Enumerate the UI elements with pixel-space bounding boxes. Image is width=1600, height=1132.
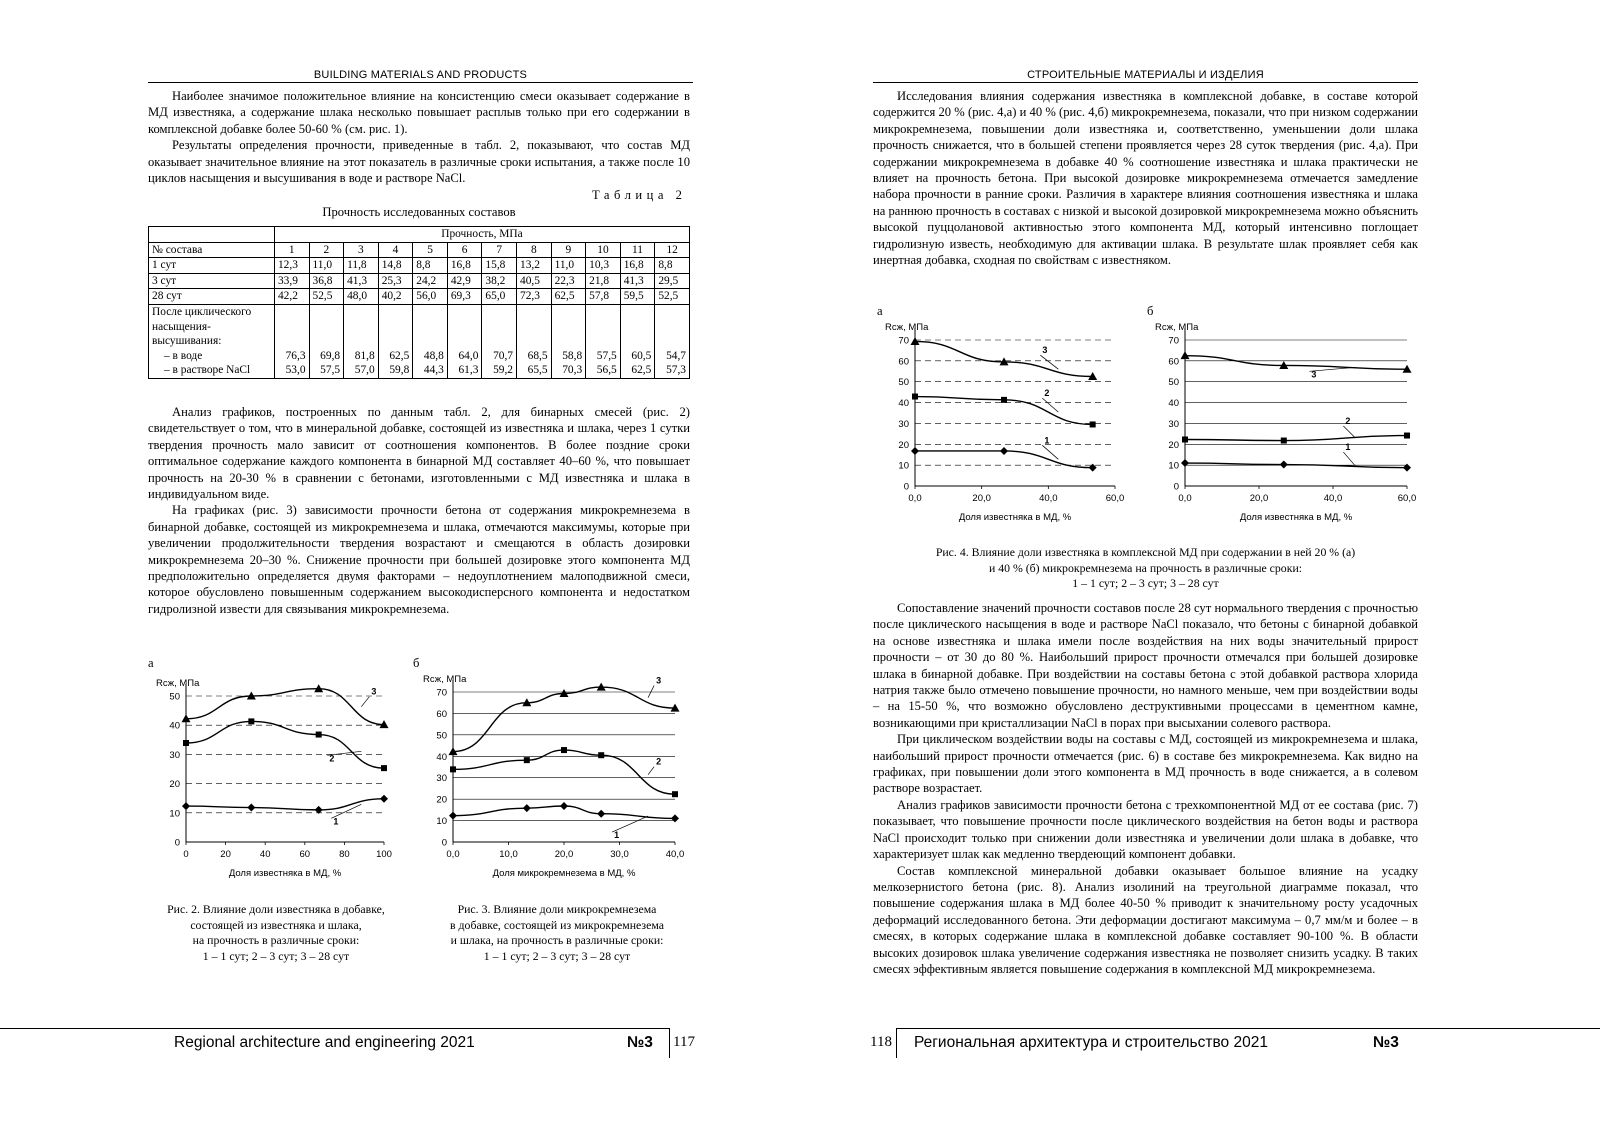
- y-tick-label: 20: [1168, 439, 1179, 451]
- x-axis-label: Доля известняка в МД, %: [1239, 512, 1353, 523]
- table-cell: 15,8: [482, 258, 517, 274]
- table-cell-pair: [620, 304, 655, 378]
- row-label: 3 сут: [149, 273, 275, 289]
- cell-value: 54,7: [666, 349, 686, 362]
- y-tick-label: 30: [169, 749, 180, 761]
- running-header: BUILDING MATERIALS AND PRODUCTS: [313, 69, 528, 81]
- issue-number: №3: [627, 1034, 653, 1051]
- data-point-square: [912, 394, 918, 400]
- paragraph: Результаты определения прочности, приведенные в табл. 2, показывают, что состав МД оказывает значительное влияние на этот показатель в различные сроки испытания, а также после 10 циклов насыщения и высушивания в воде и растворе NaCl.: [148, 138, 690, 186]
- series-label: 3: [1042, 345, 1048, 356]
- cyclic-sub-label: – в воде: [164, 349, 203, 362]
- table-cell-pair: [344, 304, 379, 378]
- table-cell: 42,2: [274, 289, 309, 305]
- column-header: 11: [620, 242, 655, 258]
- series-label: 1: [333, 816, 339, 827]
- y-tick-label: 10: [169, 808, 180, 820]
- series-label: 3: [1311, 369, 1317, 380]
- cell-value: 44,3: [423, 364, 444, 377]
- cell-value: 81,8: [354, 349, 375, 362]
- column-header: 6: [447, 242, 482, 258]
- data-point-diamond: [182, 802, 190, 810]
- figure-3-chart: [413, 672, 693, 892]
- series-line-2: [453, 750, 675, 794]
- issue-number: №3: [1373, 1034, 1399, 1051]
- y-tick-label: 70: [1168, 335, 1179, 347]
- data-point-square: [524, 757, 530, 763]
- series-label: 3: [371, 686, 377, 697]
- x-axis-label: Доля микрокремнезема в МД, %: [492, 868, 636, 879]
- y-tick-label: 50: [169, 691, 180, 703]
- data-point-diamond: [247, 804, 255, 812]
- cell-value: 76,3: [285, 349, 306, 362]
- figure-2-chart: [148, 672, 408, 892]
- intro-text: [148, 88, 690, 186]
- table-cell: 56,0: [413, 289, 448, 305]
- footer-rule: [0, 1028, 670, 1029]
- figure-label: а: [148, 656, 154, 670]
- cell-value: 48,8: [423, 349, 444, 362]
- table-corner-cell: [149, 227, 275, 243]
- cell-value: 57,5: [320, 364, 341, 377]
- y-tick-label: 60: [1168, 356, 1179, 368]
- table-cell: 36,8: [309, 273, 344, 289]
- cell-value: 58,8: [562, 349, 583, 362]
- data-point-diamond: [671, 814, 679, 822]
- caption-line: 1 – 1 сут; 2 – 3 сут; 3 – 28 сут: [483, 948, 631, 963]
- x-tick-label: 0,0: [1178, 493, 1192, 504]
- x-tick-label: 30,0: [610, 849, 629, 860]
- y-tick-label: 40: [898, 398, 909, 410]
- x-tick-label: 10,0: [499, 849, 518, 860]
- table-row: [149, 273, 690, 289]
- series-line-1: [186, 799, 384, 810]
- figure-2-caption: [140, 902, 412, 964]
- cell-value: 68,5: [527, 349, 548, 362]
- data-point-square: [450, 766, 456, 772]
- table-cell: 24,2: [413, 273, 448, 289]
- figure-4b-chart: [1147, 320, 1417, 532]
- table-row: [149, 304, 690, 378]
- table-cell: 41,3: [344, 273, 379, 289]
- data-point-square: [183, 740, 189, 746]
- y-tick-label: 30: [1168, 418, 1179, 430]
- figure-label: б: [1147, 304, 1154, 318]
- row-label: 1 сут: [149, 258, 275, 274]
- caption-line: 1 – 1 сут; 2 – 3 сут; 3 – 28 сут: [202, 948, 350, 963]
- data-point-diamond: [523, 804, 531, 812]
- caption-line: на прочность в различные сроки:: [192, 933, 360, 948]
- data-point-diamond: [1000, 447, 1008, 455]
- series-line-3: [1185, 356, 1407, 370]
- cell-value: 62,5: [389, 349, 410, 362]
- table-row: [149, 258, 690, 274]
- table-cell: 69,3: [447, 289, 482, 305]
- table-cell-pair: [378, 304, 413, 378]
- table-cell-pair: [447, 304, 482, 378]
- table-label: Таблица 2: [592, 188, 687, 202]
- data-point-diamond: [597, 810, 605, 818]
- caption-line: в добавке, состоящей из микрокремнезема: [450, 917, 664, 932]
- running-header: СТРОИТЕЛЬНЫЕ МАТЕРИАЛЫ И ИЗДЕЛИЯ: [1027, 69, 1264, 81]
- table-cell: 11,0: [309, 258, 344, 274]
- data-point-square: [1404, 433, 1410, 439]
- data-point-square: [672, 791, 678, 797]
- y-tick-label: 10: [1168, 460, 1179, 472]
- column-header: 12: [655, 242, 690, 258]
- y-tick-label: 20: [169, 779, 180, 791]
- series-leader: [1042, 445, 1058, 459]
- series-leader: [1343, 452, 1355, 466]
- y-tick-label: 70: [436, 687, 447, 699]
- cyclic-sub-label: – в растворе NaCl: [164, 364, 251, 377]
- cell-value: 57,0: [354, 364, 375, 377]
- y-tick-label: 0: [1173, 481, 1179, 493]
- x-tick-label: 40,0: [665, 849, 685, 860]
- x-tick-label: 60: [299, 849, 311, 860]
- cell-value: 70,3: [562, 364, 583, 377]
- page-number: 118: [870, 1034, 892, 1050]
- figure-label: б: [413, 656, 420, 670]
- series-label: 1: [1044, 435, 1050, 446]
- y-tick-label: 40: [169, 720, 180, 732]
- table-cell: 40,5: [517, 273, 552, 289]
- y-tick-label: 50: [1168, 377, 1179, 389]
- x-axis-label: Доля известняка в МД, %: [228, 868, 342, 879]
- table-cell: 62,5: [551, 289, 586, 305]
- series-label: 1: [1345, 442, 1351, 453]
- table-cell: 38,2: [482, 273, 517, 289]
- column-header: 4: [378, 242, 413, 258]
- x-tick-label: 0,0: [446, 849, 460, 860]
- table-cell-pair: [413, 304, 448, 378]
- cell-value: 65,5: [527, 364, 548, 377]
- table-cell-pair: [309, 304, 344, 378]
- table-cell: 12,3: [274, 258, 309, 274]
- table-cell: 25,3: [378, 273, 413, 289]
- x-tick-label: 20,0: [1249, 493, 1269, 504]
- table-cell-pair: [274, 304, 309, 378]
- paragraph: Анализ графиков, построенных по данным табл. 2, для бинарных смесей (рис. 2) свидетельствует о том, что в минеральной добавке, состоящей из известняка и шлака, через 1 сутки твердения прочность мало зависит от соотношения компонентов. В более поздние сроки оптимальное содержание каждого компонента в бинарной МД составляет 40–60 %, что повышает прочность на 20-30 % в сравнении с бетонами, изготовленными с МД известняка и шлака в индивидуальном виде.: [148, 405, 690, 502]
- series-label: 2: [1345, 416, 1351, 427]
- column-header: 9: [551, 242, 586, 258]
- table-cell: 11,8: [344, 258, 379, 274]
- data-point-square: [1182, 436, 1188, 442]
- column-header: 1: [274, 242, 309, 258]
- table-cell: 40,2: [378, 289, 413, 305]
- data-point-square: [248, 718, 254, 724]
- footer-divider: [896, 1028, 897, 1058]
- series-line-3: [186, 686, 384, 725]
- y-tick-label: 10: [436, 816, 447, 828]
- series-leader: [361, 697, 369, 707]
- x-tick-label: 20: [220, 849, 231, 860]
- paragraph: Анализ графиков зависимости прочности бетона с трехкомпонентной МД от ее состава (рис. 7) показывает, что повышение прочности после циклического воздействия на бетон воды и раствора NaCl происходит только при снижении доли известняка и увеличении доли шлака в добавке, что характеризует шлак как медленно твердеющий компонент добавки.: [873, 797, 1418, 862]
- y-tick-label: 40: [436, 751, 447, 763]
- right-page: [800, 0, 1600, 1132]
- y-tick-label: 20: [436, 794, 447, 806]
- y-tick-label: 0: [441, 837, 447, 849]
- series-label: 2: [1044, 388, 1050, 399]
- paragraph: Исследования влияния содержания известняка в комплексной добавке, в составе которой содержится 20 % (рис. 4,а) и 40 % (рис. 4,б) микрокремнезема, показали, что при низком содержании микрокремнезема, повышении доли известняка и, соответственно, уменьшении доли шлака прочность снижается, что в большей степени проявляется через 28 суток твердения (рис. 4,а). При содержании микрокремнезема в добавке 40 % соотношение известняка и шлака практически не влияет на прочность бетона. При высокой дозировке микрокремнезема отмечается замедление набора прочности в ранние сроки. Различия в характере влияния соотношения известняка и шлака на раннюю прочность в составах с низкой и высокой дозировкой микрокремнезема можно объяснить высокой пуццолановой активностью этого компонента МД, который интенсивно поглощает гидролизную известь, необходимую для активации шлака. В результате шлак проявляет себя как инертная добавка, сходная по свойствам с известняком.: [873, 89, 1418, 268]
- table-cell: 52,5: [309, 289, 344, 305]
- figure-4a-chart: [877, 320, 1127, 532]
- series-line-2: [1185, 436, 1407, 441]
- y-tick-label: 0: [903, 481, 909, 493]
- table-cell: 72,3: [517, 289, 552, 305]
- figure-3-caption: [412, 902, 702, 964]
- cell-value: 69,8: [320, 349, 341, 362]
- cell-value: 57,3: [666, 364, 686, 377]
- table-header-row: [149, 242, 690, 258]
- series-label: 1: [614, 830, 620, 841]
- caption-line: и 40 % (б) микрокремнезема на прочность в различные сроки:: [988, 560, 1303, 575]
- footer-divider: [669, 1028, 670, 1058]
- cell-value: 70,7: [493, 349, 513, 362]
- data-point-diamond: [1280, 461, 1288, 469]
- column-header: 5: [413, 242, 448, 258]
- x-tick-label: 40: [259, 849, 271, 860]
- data-point-square: [1001, 397, 1007, 403]
- header-rule: [873, 82, 1418, 83]
- y-tick-label: 50: [436, 730, 447, 742]
- table-cell: 8,8: [655, 258, 690, 274]
- table-cell: 29,5: [655, 273, 690, 289]
- body-text: [873, 600, 1418, 977]
- intro-text: [873, 88, 1418, 268]
- data-point-diamond: [560, 802, 568, 810]
- cell-value: 62,5: [631, 364, 652, 377]
- figure-4-caption: [873, 545, 1418, 592]
- x-tick-label: 60,0: [1105, 493, 1125, 504]
- strength-table: [148, 226, 690, 379]
- y-tick-label: 70: [898, 335, 909, 347]
- x-tick-label: 100: [376, 849, 392, 860]
- table-cell: 16,8: [620, 258, 655, 274]
- table-cell: 65,0: [482, 289, 517, 305]
- column-header: 3: [344, 242, 379, 258]
- data-point-diamond: [449, 812, 457, 820]
- data-point-square: [598, 752, 604, 758]
- series-label: 2: [656, 756, 662, 767]
- cell-value: 60,5: [631, 349, 652, 362]
- table-cell: 57,8: [586, 289, 621, 305]
- caption-line: Рис. 4. Влияние доли известняка в комплексной МД при содержании в ней 20 % (а): [935, 545, 1356, 559]
- series-label: 3: [656, 675, 662, 686]
- table-cell-pair: [517, 304, 552, 378]
- cell-value: 59,8: [389, 364, 410, 377]
- table-cell: 13,2: [517, 258, 552, 274]
- data-point-square: [381, 765, 387, 771]
- table-group-header: Прочность, МПа: [274, 227, 689, 243]
- y-tick-label: 40: [1168, 398, 1179, 410]
- data-point-square: [316, 732, 322, 738]
- x-tick-label: 0,0: [908, 493, 922, 504]
- cyclic-label-line: После циклического: [152, 305, 252, 318]
- table-title: Прочность исследованных составов: [322, 205, 516, 219]
- table-header-row: [149, 227, 690, 243]
- table-cell-pair: [482, 304, 517, 378]
- table-cell: 14,8: [378, 258, 413, 274]
- series-leader: [648, 686, 654, 698]
- table-cell-pair: [586, 304, 621, 378]
- paragraph: При циклическом воздействии воды на составы с МД, состоящей из микрокремнезема и шлака, наибольший прирост прочности отмечается (рис. 6) в составе без микрокремнезема. Как видно на графиках, при повышении доли этого компонента в МД прочность в воде снижается, а в солевом растворе возрастает.: [873, 732, 1418, 796]
- table-cell: 8,8: [413, 258, 448, 274]
- caption-line: и шлака, на прочность в различные сроки:: [450, 933, 664, 948]
- table-cell: 42,9: [447, 273, 482, 289]
- caption-line: состоящей из известняка и шлака,: [190, 917, 362, 932]
- x-tick-label: 20,0: [554, 849, 574, 860]
- cell-value: 57,5: [596, 349, 617, 362]
- x-tick-label: 40,0: [1039, 493, 1058, 504]
- y-axis-label: Rсж, МПа: [885, 322, 929, 333]
- analysis-text: [148, 404, 690, 617]
- x-tick-label: 0: [183, 849, 189, 860]
- table-cell: 41,3: [620, 273, 655, 289]
- journal-title: Региональная архитектура и строительство 2021: [914, 1034, 1268, 1051]
- x-axis-label: Доля известняка в МД, %: [958, 512, 1072, 523]
- y-tick-label: 50: [898, 377, 909, 389]
- table-row: [149, 289, 690, 305]
- data-point-square: [561, 747, 567, 753]
- y-tick-label: 30: [436, 773, 447, 785]
- data-point-diamond: [911, 447, 919, 455]
- page-number: 117: [673, 1034, 695, 1050]
- x-tick-label: 40,0: [1323, 493, 1343, 504]
- data-point-diamond: [380, 795, 388, 803]
- caption-line: 1 – 1 сут; 2 – 3 сут; 3 – 28 сут: [1072, 576, 1219, 591]
- series-leader: [648, 767, 654, 775]
- cell-value: 56,5: [596, 364, 617, 377]
- paragraph: Сопоставление значений прочности составов после 28 сут нормального твердения с прочностью после циклического насыщения в воде и растворе NaCl показало, что бетоны с бинарной добавкой на основе известняка и шлака имели после воздействия на них воды значительный прирост прочности – от 30 до 80 %. Наибольший прирост прочности отмечался при большей дозировке шлака в бинарной добавке. При воздействии на составы бетона с этой добавкой раствора хлорида натрия также было отмечено повышение прочности, но намного меньше, чем при воздействии воды – на 15-50 %, что возможно обусловлено деструктивными процессами в цементном камне, возникающими при кристаллизации NaCl в порах при высыхании солевого раствора.: [873, 601, 1418, 730]
- y-tick-label: 60: [898, 356, 909, 368]
- data-point-square: [1281, 438, 1287, 444]
- table-cell: 10,3: [586, 258, 621, 274]
- series-line-2: [186, 721, 384, 768]
- table-cell: 59,5: [620, 289, 655, 305]
- row-header-label: № состава: [149, 242, 275, 258]
- cell-value: 53,0: [285, 364, 306, 377]
- figure-label: а: [877, 304, 883, 318]
- cyclic-label-line: насыщения-: [152, 320, 211, 333]
- series-label: 2: [329, 753, 335, 764]
- data-point-square: [1090, 421, 1096, 427]
- y-axis-label: Rсж, МПа: [423, 674, 467, 685]
- paragraph: На графиках (рис. 3) зависимости прочности бетона от содержания микрокремнезема в бинарной добавке, состоящей из микрокремнезема и шлака, отмечаются максимумы, которые при увеличении продолжительности твердения возрастают и смещаются в область дозировки микрокремнезема 20–30 %. Снижение прочности при большей дозировке этого компонента МД предположительно определяется двумя факторами – недоуплотнением малоподвижной смеси, которое обусловлено повышенным содержанием высокодисперсного компонента и недостатком гидролизной извести для связывания микрокремнезема.: [148, 503, 690, 616]
- caption-line: Рис. 3. Влияние доли микрокремнезема: [457, 902, 657, 916]
- y-axis-label: Rсж, МПа: [1155, 322, 1199, 333]
- cell-value: 61,3: [458, 364, 479, 377]
- y-tick-label: 0: [174, 837, 180, 849]
- caption-line: Рис. 2. Влияние доли известняка в добавке,: [167, 902, 385, 916]
- column-header: 8: [517, 242, 552, 258]
- table-cell: 21,8: [586, 273, 621, 289]
- table-cell-pair: [551, 304, 586, 378]
- table-cell: 33,9: [274, 273, 309, 289]
- footer-rule: [896, 1028, 1600, 1029]
- column-header: 10: [586, 242, 621, 258]
- y-tick-label: 60: [436, 708, 447, 720]
- data-point-diamond: [1181, 459, 1189, 467]
- table-cell: 22,3: [551, 273, 586, 289]
- cell-value: 64,0: [458, 349, 479, 362]
- x-tick-label: 20,0: [972, 493, 991, 504]
- journal-title: Regional architecture and engineering 2021: [174, 1034, 475, 1051]
- column-header: 2: [309, 242, 344, 258]
- row-label: 28 сут: [149, 289, 275, 305]
- y-axis-label: Rсж, МПа: [156, 678, 200, 689]
- paragraph: Состав комплексной минеральной добавки оказывает большое влияние на усадку мелкозернистого бетона (рис. 8). Анализ изолиний на треугольной диаграмме показал, что повышение содержания шлака в МД более 40-50 % приводит к значительному росту усадочных деформаций исследованного бетона. Эти деформации достигают максимума – 0,7 мм/м и более – в смесях, в которых содержание шлака в комплексной добавке составляет 90-100 %. В области высоких дозировок шлака увеличение содержания известняка не позволяет снизить усадку. В таких смесях эффективным является повышение содержания в комплексной МД микрокремнезема.: [873, 863, 1418, 976]
- y-tick-label: 20: [898, 439, 909, 451]
- y-tick-label: 30: [898, 418, 909, 430]
- x-tick-label: 80: [339, 849, 350, 860]
- cell-value: 59,2: [493, 364, 513, 377]
- series-leader: [1343, 426, 1355, 438]
- row-label: [149, 304, 275, 378]
- table-cell: 16,8: [447, 258, 482, 274]
- x-tick-label: 60,0: [1397, 493, 1417, 504]
- table-cell: 52,5: [655, 289, 690, 305]
- column-header: 7: [482, 242, 517, 258]
- header-rule: [148, 82, 693, 83]
- cyclic-label-line: высушивания:: [152, 335, 222, 348]
- y-tick-label: 10: [898, 460, 909, 472]
- table-cell: 48,0: [344, 289, 379, 305]
- table-cell-pair: [655, 304, 690, 378]
- paragraph: Наиболее значимое положительное влияние на консистенцию смеси оказывает содержание в МД известняка, а содержание шлака несколько повышает расплыв только при его содержании в комплексной добавке более 50-60 % (см. рис. 1).: [148, 89, 690, 136]
- table-cell: 11,0: [551, 258, 586, 274]
